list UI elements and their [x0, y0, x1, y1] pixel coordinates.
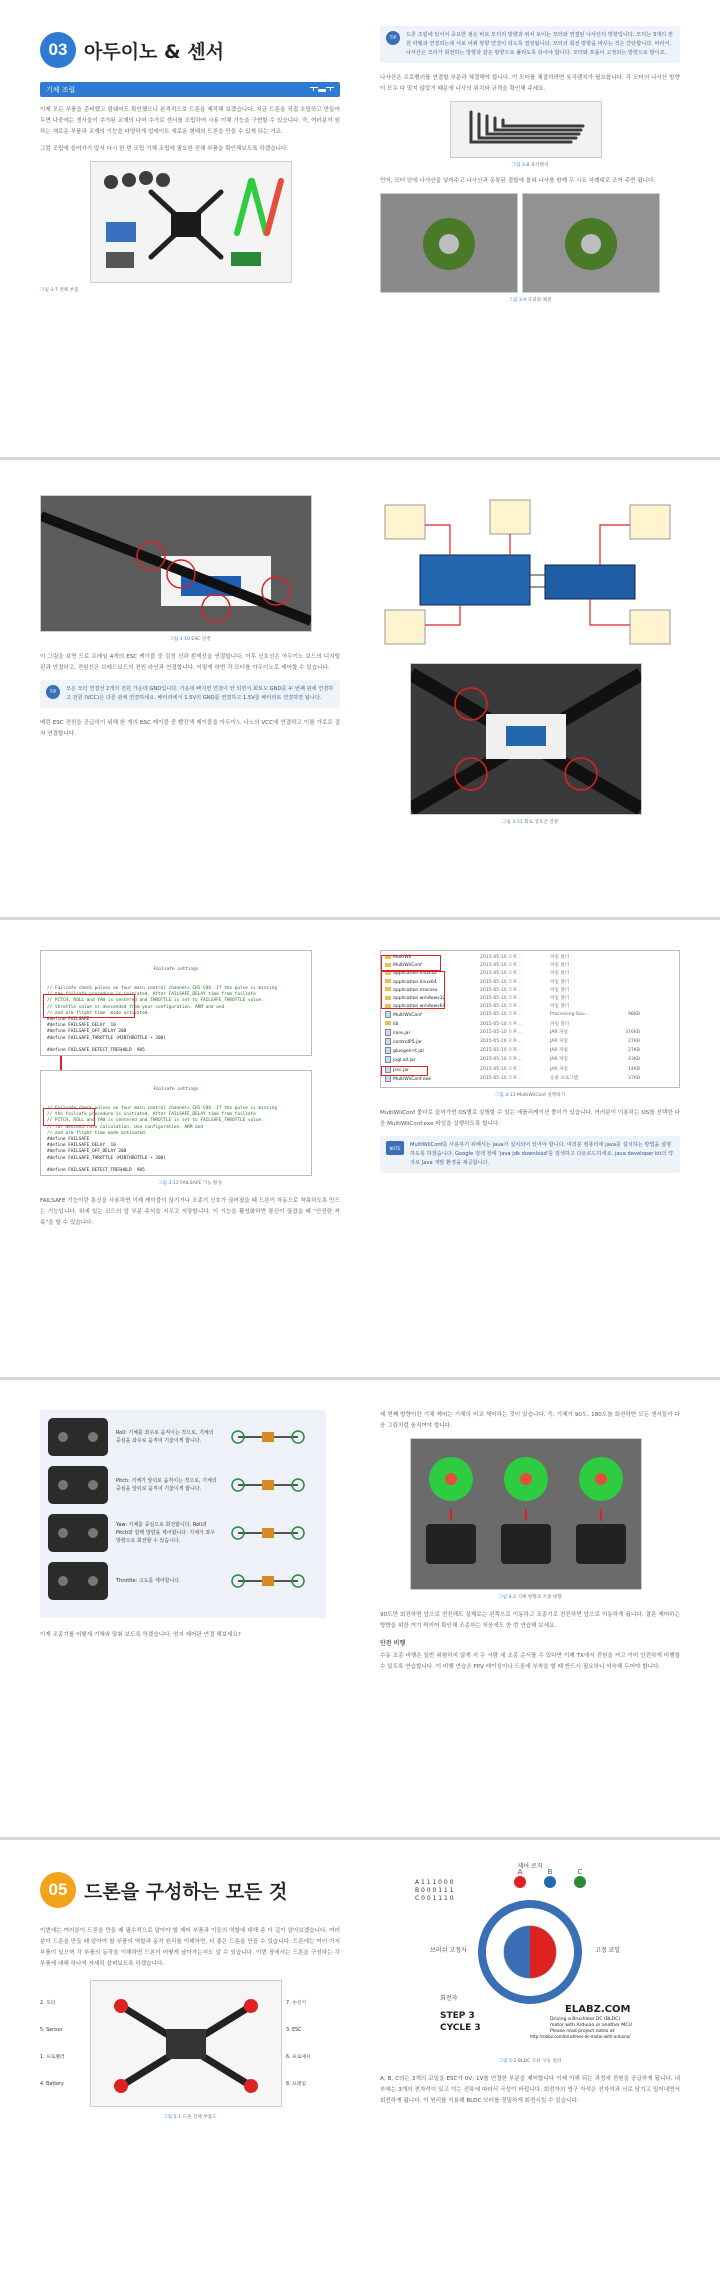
assembled-drone-photo	[410, 663, 642, 815]
body-paragraph: 이제 모든 부품을 준비했고 펌웨어도 확인했으니 본격적으로 드론을 제작해 보겠습니다. 지금 드론을 직접 조립하고 만들어 두면 나중에는 센서들이 추가된 교재의 나머 추가로 센서를 조립하여 사용 이해 기능을 구현할 수 있습니다. 즉, 여러분이 원하는 새로운 부품과 교재의 기능을 다양하게 업데이트 새로운 형태의 드론을 만들 수 있게 되는 거죠.	[40, 107, 340, 135]
figure-number: 그림 4-2	[498, 1595, 517, 1600]
file-date: 2015-05-10 오후...	[480, 1004, 522, 1010]
note-badge: NOTE	[386, 1141, 404, 1155]
file-type: JAR 파일	[550, 1066, 568, 1072]
code-line: #define FAILSAFE_DELAY 10	[47, 1143, 116, 1149]
page-3	[0, 920, 720, 1376]
file-icon	[385, 1011, 391, 1018]
drone-parts-figure	[40, 1980, 330, 2110]
file-name-cell	[385, 1038, 480, 1047]
body-paragraph: FAILSAFE 기능이란 통신을 사용하면 이제 케이블이 끊기거나 조종기 신호가 끊어졌을 때 드론이 자동으로 착륙하도록 만드는 기능입니다. 위에 있는 코드의 앞 부분 주석을 지우고 저장합니다. 이 기능을 활성화하면 통신이 끊겼을 때 “안전한 착륙”을 할 수 있습니다.	[40, 1198, 340, 1226]
figure-caption	[380, 1594, 680, 1600]
file-name: MultiWii	[393, 955, 412, 960]
file-type: Processing Sou...	[550, 1012, 590, 1018]
chapter-title: 드론을 구성하는 모든 것	[84, 1880, 288, 1903]
figure-caption-text: 육각렌치	[530, 163, 549, 168]
file-date: 2015-05-10 오후...	[480, 1075, 522, 1081]
motor-url: http://elabz.com/brushless-dc-motor-with-arduino/	[530, 2034, 631, 2039]
code-line: // Failsafe check pulses on four main control channels CH1-CH4. If the pulse is missing	[47, 1106, 277, 1112]
body-paragraph: 배런 ESC 전원을 공급하기 위해 한 개의 ESC 케이블 중 빨간색 케이블을 아두이노 나노의 VCC에 연결하고 이를 가로로 걸쳐 연결합니다.	[40, 720, 340, 737]
file-date: 2015-05-10 오후...	[480, 1012, 522, 1018]
file-name: application.macosx	[393, 987, 438, 993]
figure-number: 그림 3-13	[494, 1093, 516, 1099]
figure-number: 그림 3-11	[501, 820, 523, 825]
file-name: MultiWiiConf.exe	[393, 1076, 432, 1082]
transmitter-icon	[48, 1466, 108, 1504]
brand-label: ELABZ.COM	[565, 2004, 631, 2015]
file-type: JAR 파일	[550, 1048, 568, 1054]
transmitter-icon	[48, 1514, 108, 1552]
tip-box	[380, 26, 680, 63]
body-paragraph: 90도만 회전하면 앞으로 전진해도 실제로는 왼쪽으로 이동하고 조종기로 전진하면 앞으로 이동하게 됩니다. 결론 제어하는 방향을 위한 여기 짝지어 확인해 조종하는 처음에도 한 번 연습해 보세요.	[380, 1612, 680, 1629]
file-type: 파일 폴더	[550, 1021, 570, 1027]
file-size	[610, 962, 640, 970]
file-date: 2015-05-10 오후...	[480, 996, 522, 1002]
code-line: // the failsafe procedure is initiated. After FAILSAFE_DELAY time from failsafe	[47, 992, 256, 998]
tip-text: 드론 조립에 있어서 중요한 점은 바로 모터의 방향과 위치 보이는 모터와 연결된 나사산의 방향입니다. 모터는 3개의 전원 라벨과 연결되는데 서로 바꿔 방향 연결이 되도록 결정됩니다. 모터의 회전 방향을 바꾸는 것은 간단합니다. 따라서, 나사산은 모터가 회전하는 방향과 같은 방향으로 풀리도록 되어야 합니다. 모터와 프롭이 고정되는 방향으로 말이죠.	[406, 32, 673, 56]
code-line: // PITCH, ROLL and YAW is centered and THROTTLE is set to FAILSAFE_THROTTLE value.	[47, 998, 264, 1004]
page5-right-column	[380, 1860, 680, 2113]
figure-caption-text: 회로 상호간 연결	[524, 820, 559, 825]
page-1	[0, 0, 720, 456]
page3-right-column	[380, 950, 680, 1183]
file-type: 파일 폴더	[550, 971, 570, 977]
parts-labels-right	[286, 1990, 334, 2098]
file-date: 2015-05-10 오후...	[480, 1066, 522, 1072]
chapter-title: 아두이노 & 센서	[84, 40, 224, 63]
cycle-label: CYCLE 3	[440, 2023, 481, 2033]
body-paragraph: 먼저, 모터 암에 나사산을 넣어주고 나사산과 동봉된 결합에 꼽혀 나사를 함께 두 시요 차례대로 조여 주면 됩니다.	[380, 178, 656, 184]
file-name: core.jar	[393, 1030, 411, 1036]
motor-left-label: 브러쉬 고정자	[430, 1947, 467, 1954]
body-paragraph: 이 그림을 보면 드로 프레임 4개의 ESC 케이블 중 검정 선과 흰색선을 연결합니다. 이후 신호선은 아두이노 보드의 디지털 핀과 연결하고, 전원선은 브레드보드의 전원 라인과 연결합니다. 이렇게 하면 각 모터를 아두이노로 제어할 수 있습니다.	[40, 654, 340, 671]
phase-terminals	[514, 1868, 586, 1888]
page2-right-column	[380, 495, 680, 825]
section-title: 기체 조립	[46, 85, 76, 94]
file-size: 43KB	[627, 1057, 640, 1063]
file-icon	[385, 1029, 391, 1036]
part-label: 1. 프로펠러	[40, 2055, 65, 2060]
code-line: #define FAILSAFE	[47, 1137, 90, 1143]
file-name: lib	[393, 1021, 399, 1027]
drone-motion-icon	[218, 1466, 318, 1504]
file-size	[610, 987, 640, 995]
file-name: application.windows32	[393, 996, 446, 1002]
transmitter-guide-row	[48, 1562, 318, 1600]
drone-photo	[90, 1980, 282, 2107]
part-label: 4. Battery	[40, 2082, 64, 2087]
file-size: 27KB	[627, 1048, 640, 1054]
code-line: // for descend rate calculation. Use configuration. ARM and	[47, 1124, 203, 1130]
binary-table	[415, 1879, 454, 1902]
body-paragraph: 이번에는 여러분이 드론을 만들 때 필수적으로 알아야 할 제어 부품과 이들의 역할에 대해 좀 더 깊이 알아보겠습니다. 여러분이 드론을 만들 때 알아야 할 부품의 역할과 동작 원리를 이해하면, 더 좋은 드론을 만들 수 있습니다. 드론에는 여러 가지 부품이 있으며 각 부품의 동작을 이해하면 드론이 어떻게 날아가는지도 알 수 있습니다. 이번 장에서는 드론을 구성하는 각 부품에 대해 하나씩 자세히 살펴보도록 하겠습니다.	[40, 1928, 340, 1967]
tip-text: 모든 모터 연결선 2개의 전원 가운데 GND입니다. 가운데 빠지면 연결이 안 되면서 회로도 GND를 두 번째 핀에 연결하고 전원 (VCC)은 다른 핀에 연결하세요. 배터리에서 1.5V의 GND를 연결하고 1.5V를 배터리로 연결하면 됩니다.	[66, 686, 334, 701]
code-title: Failsafe settings	[153, 967, 199, 973]
code-title: Failsafe settings	[153, 1087, 199, 1093]
code-line: #define FAILSAFE_THROTTLE (MINTHROTTLE + 200)	[47, 1035, 166, 1041]
file-type: 파일 폴더	[550, 979, 570, 985]
step-label: STEP 3	[440, 2011, 475, 2021]
page4-left-column	[40, 1410, 340, 1647]
parts-labels-left	[40, 1990, 88, 2098]
file-row[interactable]	[385, 1056, 675, 1065]
chapter-heading-05	[40, 1870, 340, 1910]
transmitter-guide-text: Pitch: 기체가 앞뒤로 움직이는 것으로, 기체의 중심을 앞뒤로 움직여 기울이게 합니다.	[116, 1478, 217, 1492]
part-label: 7. 수신기	[286, 2001, 307, 2006]
transmitter-guide-row	[48, 1514, 318, 1552]
body-paragraph: 세 번째 방향이란 기체 제어는 기체의 비교 체어하는 것이 있습니다. 즉, 기체가 90도, 180도를 회전하면 모든 센서들이 다음 그림처럼 움직여야 합니다.	[380, 1412, 680, 1429]
file-type: JAR 파일	[550, 1039, 568, 1045]
file-type: 파일 폴더	[550, 963, 570, 969]
file-name-cell	[385, 1029, 480, 1038]
motor-subtitle: Please read project notes at	[550, 2029, 615, 2034]
file-date: 2015-05-10 오후...	[480, 1021, 522, 1027]
figure-caption	[40, 636, 340, 642]
page-5	[0, 1840, 720, 2295]
motor-subtitle: Driving a Brushless DC (BLDC)	[550, 2017, 621, 2022]
file-size	[610, 1003, 640, 1011]
code-line: #define FAILSAFE_DETECT_TRESHOLD 985	[47, 1168, 145, 1174]
drone-motion-icon	[218, 1514, 318, 1552]
motor-photo-right	[522, 193, 660, 293]
motor-right-label: 고정 코일	[595, 1947, 621, 1954]
file-name-cell	[385, 1056, 480, 1065]
file-name-cell	[385, 1021, 480, 1029]
file-size: 37KB	[627, 1075, 640, 1081]
code-line: #define FAILSAFE_THROTTLE (MINTHROTTLE + 200)	[47, 1155, 166, 1161]
figure-caption-text: ESC 연결	[191, 637, 211, 642]
figure-number: 그림 3-10	[169, 637, 190, 642]
page2-left-column	[40, 495, 340, 746]
file-name: application.windows64	[393, 1004, 446, 1010]
file-icon	[385, 1047, 391, 1054]
page-2	[0, 460, 720, 916]
code-line: // Failsafe check pulses on four main control channels CH1-CH4. If the pulse is missing	[47, 986, 277, 992]
motor-photos	[380, 193, 680, 293]
file-icon	[385, 1056, 391, 1063]
file-name: MultiWiiConf	[393, 963, 422, 969]
file-date: 2015-05-10 오후...	[480, 1029, 522, 1035]
drone-motion-icon	[218, 1562, 318, 1600]
file-date: 2015-05-10 오후...	[480, 979, 522, 985]
file-name: application.linux32	[393, 971, 437, 977]
file-name-cell	[385, 1011, 480, 1020]
chapter-number-badge: 03	[40, 32, 76, 68]
tip-badge: TIP	[46, 685, 60, 699]
body-paragraph: 나사산은 프로펠러를 연결할 부분과 체결해야 합니다. 이 모터를 체결하려면 육각렌치가 필요합니다. 각 모터의 나사산 방향이 모두 다 맞지 않았기 때문에 나사의 위치와 규격을 확인해 주세요.	[380, 75, 680, 92]
transmitter-icon	[48, 1562, 108, 1600]
file-name: jssc.jar	[393, 1067, 410, 1073]
orientation-photo	[410, 1438, 642, 1590]
file-type: 파일 폴더	[550, 955, 570, 960]
code-line: #define FAILSAFE_DETECT_TRESHOLD 985	[47, 1048, 145, 1054]
code-line: // the failsafe procedure is initiated. After FAILSAFE_DELAY time from failsafe	[47, 1112, 256, 1118]
phase-label: C	[577, 1868, 583, 1876]
code-box-failsafe-after	[40, 1070, 312, 1176]
file-row[interactable]	[385, 1038, 675, 1047]
drone-parts-illustration	[91, 162, 291, 282]
file-type: 파일 폴더	[550, 996, 570, 1002]
code-line: #define FAILSAFE	[47, 1017, 90, 1023]
file-type: 파일 폴더	[550, 987, 570, 993]
file-date: 2015-05-10 오후...	[480, 987, 522, 993]
file-size: 98KB	[627, 1012, 640, 1018]
file-row[interactable]	[385, 1021, 675, 1029]
page1-right-column	[380, 20, 680, 303]
phase-label: B	[547, 1868, 553, 1876]
page5-left-column	[40, 1860, 340, 2120]
code-line: // and arm flight time mode activated.	[47, 1130, 148, 1136]
highlight-arrow	[60, 1056, 62, 1070]
figure-number: 그림 3-12	[158, 1181, 179, 1186]
file-name-cell	[385, 1047, 480, 1056]
file-date: 2015-05-10 오후...	[480, 1039, 522, 1045]
transmitter-icon	[48, 1418, 108, 1456]
page4-right-column	[380, 1410, 680, 1679]
hex-wrench-photo	[450, 101, 602, 158]
code-line: #define FAILSAFE_OFF_DELAY 200	[47, 1149, 127, 1155]
file-row[interactable]	[385, 1047, 675, 1056]
part-label: 8. 프레임	[286, 2082, 307, 2087]
file-row[interactable]	[385, 1011, 675, 1020]
hex-wrench-illustration	[451, 102, 601, 157]
code-line: // PITCH, ROLL and YAW is centered and THROTTLE is set to FAILSAFE_THROTTLE value.	[47, 1118, 264, 1124]
binary-row: C 0 0 1 1 1 0	[415, 1895, 454, 1902]
file-size	[610, 954, 640, 962]
section-bar-assembly	[40, 82, 340, 97]
code-line: #define FAILSAFE_OFF_DELAY 200	[47, 1029, 127, 1035]
file-size	[610, 970, 640, 978]
circuit-diagram	[380, 495, 680, 655]
code-line: // and arm flight time mode activated.	[47, 1010, 151, 1016]
figure-caption	[380, 1092, 680, 1098]
motor-photo-left	[380, 193, 518, 293]
figure-caption-text: BLDC 모터 구동 원리	[517, 2059, 562, 2064]
file-type: 파일 폴더	[550, 1004, 570, 1010]
file-icon	[385, 1038, 391, 1045]
body-paragraph: MultiWiiConf 폴더로 들어가면 OS별로 실행할 수 있는 애플리케이션 폴더가 있습니다. 여러분이 이용하는 OS를 선택한 다음 MultiWiiConf.exe 파일을 실행하도록 합니다.	[380, 1110, 680, 1128]
figure-caption-text: 기체 방향과 조종 방향	[517, 1595, 562, 1600]
figure-caption	[40, 1180, 340, 1186]
body-paragraph: 수동 조종 비행은 일반 위험하지 않게 지 두 사람 세 조종 순서를 수 있다면 이제 TX에서 전원을 켜고 이미 안전하게 비행할 수 있도록 연습합니다. 이 비행 연습은 FPV 레이싱이나 드론에 부착을 할 때 반드시 필요하니 익숙해 두어야 합니다.	[380, 1653, 680, 1670]
file-row[interactable]	[385, 1066, 675, 1075]
note-text: MultiWiiConf를 사용하기 위해서는 java가 설치되어 있어야 합니다. 여러분 컴퓨터에 java를 설치하는 방법을 설명하도록 하겠습니다. Google 검색 창에 'java jdk download'를 검색하고 다운로드하세요. java developer kit의 약자로 Java 개발 환경을 제공합니다.	[410, 1142, 674, 1167]
part-label: 6. 프로세서	[286, 2055, 311, 2060]
file-name: MultiWiiConf	[393, 1013, 422, 1019]
figure-number: 그림 3-9	[508, 298, 527, 303]
file-date: 2015-05-10 오후...	[480, 971, 522, 977]
figure-caption	[380, 297, 680, 303]
page-4	[0, 1380, 720, 1836]
body-paragraph: 그럼 조립에 들어가기 앞서 다시 한 번 조립 기체 조립에 필요한 전체 부품을 확인해보도록 하겠습니다.	[40, 146, 289, 152]
file-explorer-list	[380, 950, 680, 1088]
body-paragraph: 이제 조종기를 어떻게 기체와 맞춰 보도록 하겠습니다. 엄지 제어판 연결 해보세요?	[40, 1632, 241, 1638]
transmitter-guide-list	[48, 1418, 318, 1600]
page3-left-column	[40, 950, 340, 1235]
part-label: 3. ESC	[286, 2028, 302, 2033]
body-paragraph: A, B, C라는 3개의 코일을 ESC가 0V, 1V를 연결한 부분을 제어합니다 이제 이해 되는 과정에 전원을 공급하게 됩니다. 내부에는 3개의 전자석이 있고 이는 전류에 따라서 극성이 바뀝니다. 회전자의 영구 자석은 전자석과 서로 당기고 밀어내면서 회전하게 됩니다. 이 원리를 이용해 BLDC 모터를 정밀하게 회전시킬 수 있습니다.	[380, 2076, 680, 2104]
highlight-box	[43, 994, 135, 1018]
motor-top-label: 제어 로직	[517, 1863, 543, 1870]
chapter-heading-03	[40, 30, 340, 70]
transmitter-guide-row	[48, 1466, 318, 1504]
figure-number: 그림 3-8	[511, 163, 530, 168]
page1-left-column	[40, 20, 340, 293]
file-size	[610, 1021, 640, 1029]
figure-number: 그림 5-2	[498, 2059, 517, 2064]
tip-badge: TIP	[386, 31, 400, 45]
file-date: 2015-05-10 오후...	[480, 955, 522, 960]
figure-caption-text: MultiWiiConf 실행하기	[517, 1093, 566, 1099]
folder-icon	[385, 1021, 391, 1025]
transmitter-guide-text: Throttle: 고도를 제어합니다.	[116, 1578, 181, 1584]
file-size	[610, 995, 640, 1003]
transmitter-guide-text: Roll: 기체를 좌우로 움직이는 것으로, 기체의 중심을 좌우로 움직여 기울이게 합니다.	[116, 1430, 214, 1444]
file-date: 2015-05-10 오후...	[480, 1057, 522, 1063]
parts-photo	[90, 161, 292, 283]
phase-label: A	[517, 1868, 523, 1876]
transmitter-guide-text: Yaw: 기체를 중심으로 회전합니다. Roll과 Pitch와 함께 방향을 제어합니다. 기체가 좌우 방향으로 회전할 수 있습니다.	[116, 1522, 215, 1544]
motor-subtitle: motor with Arduino or another MCU	[550, 2023, 632, 2028]
file-name: application.linux64	[393, 979, 437, 985]
code-line: #define FAILSAFE_DELAY 10	[47, 1023, 116, 1029]
figure-caption	[380, 162, 680, 168]
file-name: gluegen-rt.jar	[393, 1049, 425, 1055]
figure-caption	[380, 2058, 680, 2064]
drone-icon	[308, 84, 336, 96]
figure-caption-text: FAILSAFE 기능 활성	[180, 1181, 222, 1186]
code-line: // throttle value is descended from your configuration. ARM and and	[47, 1004, 225, 1010]
esc-wiring-photo	[40, 495, 312, 632]
part-label: 5. Sensor	[40, 2028, 63, 2033]
code-box-failsafe-before	[40, 950, 312, 1056]
bldc-motor-diagram	[400, 1860, 660, 2050]
file-row[interactable]	[385, 1075, 675, 1084]
file-name: controlP5.jar	[393, 1040, 423, 1046]
figure-caption-text: 모터와 체결	[527, 298, 552, 303]
file-size: 27KB	[627, 1039, 640, 1045]
figure-caption-text: 전체 부품	[59, 288, 79, 293]
file-name: jogl.all.jar	[393, 1058, 416, 1064]
file-type: 응용 프로그램	[550, 1075, 579, 1081]
binary-row: B 0 0 0 1 1 1	[415, 1887, 454, 1894]
figure-caption	[40, 287, 340, 293]
tip-box	[40, 680, 340, 708]
file-row[interactable]	[385, 1029, 675, 1038]
part-label: 2. 모터	[40, 2001, 56, 2006]
chapter-number-badge: 05	[40, 1872, 76, 1908]
file-size: 376KB	[625, 1029, 640, 1035]
binary-row: A 1 1 1 0 0 0	[415, 1879, 454, 1886]
file-date: 2015-05-10 오후...	[480, 1048, 522, 1054]
file-size	[610, 979, 640, 987]
file-name-cell	[385, 1075, 480, 1084]
file-type: JAR 파일	[550, 1057, 568, 1063]
file-date: 2015-05-10 오후...	[480, 963, 522, 969]
file-size: 14KB	[627, 1066, 640, 1072]
transmitter-guide-row	[48, 1418, 318, 1456]
motor-bottom-label: 회전자	[440, 1995, 458, 2002]
figure-number: 그림 5-1	[163, 2115, 182, 2120]
figure-caption	[40, 2114, 340, 2120]
drone-motion-icon	[218, 1418, 318, 1456]
file-type: JAR 파일	[550, 1029, 568, 1035]
highlight-box	[43, 1108, 95, 1126]
subheading: 안전 비행	[380, 1640, 406, 1647]
figure-number: 그림 3-7	[40, 288, 58, 293]
figure-caption	[380, 819, 680, 825]
transmitter-guide-panel	[40, 1410, 326, 1618]
note-box	[380, 1136, 680, 1173]
figure-caption-text: 드론 전체 부품도	[182, 2115, 217, 2120]
stator-ring	[478, 1900, 582, 2004]
